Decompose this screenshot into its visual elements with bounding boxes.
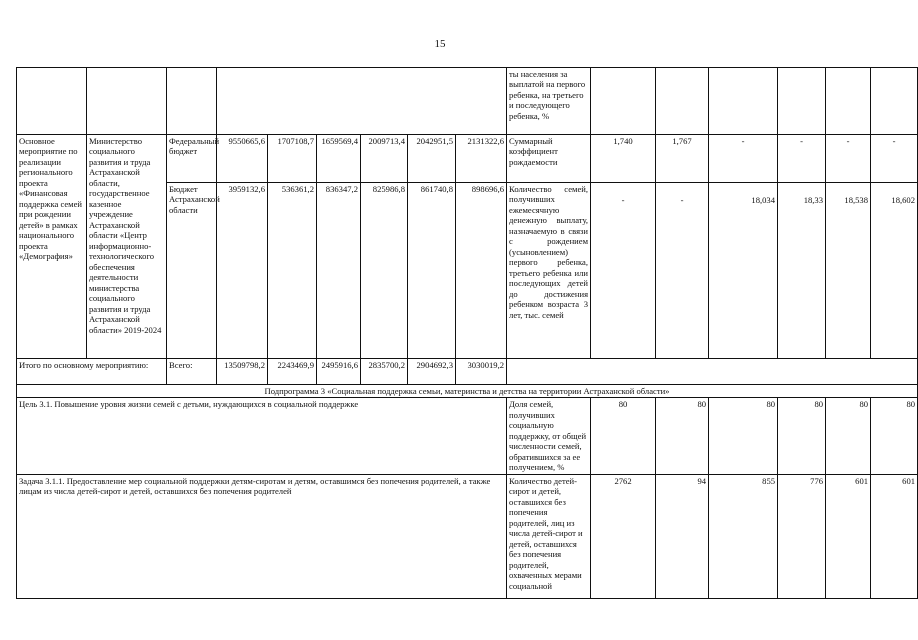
measure-executor: Министерство социального развития и труда Астраханской области, государственное казенное учреждение Астраханской области «Центр информационно-технологического обеспечения деятельности министерства социального развития и труда Астраханской области» 2019-2024: [87, 135, 167, 359]
task-text: Задача 3.1.1. Предоставление мер социальной поддержки детям-сиротам и детям, оставшимся без попечения родителей, а также лицам из числа детей-сирот и детей, оставшихся без попечения родителей: [17, 474, 507, 598]
total-label: Итого по основному мероприятию:: [17, 359, 167, 385]
amount-cell: 825986,8: [361, 183, 408, 359]
target-cell: 18,538: [826, 183, 871, 359]
amount-cell: 2042951,5: [408, 135, 456, 183]
amount-cell: 2243469,9: [268, 359, 317, 385]
indicator-cell: Доля семей, получивших социальную поддержку, от общей численности семей, обратившихся за ее получением, %: [507, 398, 591, 474]
indicator-cell: Количество детей-сирот и детей, оставшихся без попечения родителей, лиц из числа детей-сирот и детей, оставшихся без попечения родителей, охваченных мерами социальной: [507, 474, 591, 598]
amount-cell: 1707108,7: [268, 135, 317, 183]
empty-cell: [17, 68, 87, 135]
target-cell: 1,767: [656, 135, 709, 183]
amount-cell: 861740,8: [408, 183, 456, 359]
target-cell: 855: [709, 474, 778, 598]
target-cell: [871, 68, 918, 135]
target-cell: 18,034: [709, 183, 778, 359]
table-row-goal: [17, 398, 918, 474]
target-cell: -: [709, 135, 778, 183]
target-cell: -: [778, 135, 826, 183]
table-row-continuation: [17, 68, 918, 135]
amount-cell: 9550665,6: [217, 135, 268, 183]
table-row-federal: [17, 135, 918, 183]
amount-cell: 1659569,4: [317, 135, 361, 183]
target-cell: 80: [656, 398, 709, 474]
target-cell: 80: [871, 398, 918, 474]
target-cell: 18,33: [778, 183, 826, 359]
page-number: 15: [434, 38, 446, 50]
target-cell: 18,602: [871, 183, 918, 359]
target-cell: -: [591, 183, 656, 359]
amount-cell: 536361,2: [268, 183, 317, 359]
table-row-subprogram: [17, 385, 918, 398]
empty-cell: [87, 68, 167, 135]
empty-cell: [217, 68, 507, 135]
amount-cell: 898696,6: [456, 183, 507, 359]
target-cell: [709, 68, 778, 135]
total-source: Всего:: [167, 359, 217, 385]
measures-table: [16, 67, 918, 599]
target-cell: 80: [778, 398, 826, 474]
target-cell: [778, 68, 826, 135]
target-cell: 776: [778, 474, 826, 598]
amount-cell: 836347,2: [317, 183, 361, 359]
target-cell: 80: [709, 398, 778, 474]
target-cell: 94: [656, 474, 709, 598]
amount-cell: 13509798,2: [217, 359, 268, 385]
measure-name: Основное мероприятие по реализации регионального проекта «Финансовая поддержка семей при рождении детей» в рамках национального проекта «Демография»: [17, 135, 87, 359]
empty-cell: [167, 68, 217, 135]
target-cell: 1,740: [591, 135, 656, 183]
target-cell: 601: [826, 474, 871, 598]
target-cell: 80: [591, 398, 656, 474]
indicator-cell: Количество семей, получивших ежемесячную денежную выплату, назначаемую в связи с рождением (усыновлением) первого ребенка, третьего ребенка или последующих детей до достижения ребенком возраста 3 лет, тыс. семей: [507, 183, 591, 359]
funding-source: Федеральный бюджет: [167, 135, 217, 183]
target-cell: [826, 68, 871, 135]
target-cell: 601: [871, 474, 918, 598]
amount-cell: 3030019,2: [456, 359, 507, 385]
amount-cell: 3959132,6: [217, 183, 268, 359]
subprogram-title: Подпрограмма 3 «Социальная поддержка семьи, материнства и детства на территории Астраханской области»: [17, 385, 918, 398]
amount-cell: 2495916,6: [317, 359, 361, 385]
target-cell: [656, 68, 709, 135]
indicator-cell: Суммарный коэффициент рождаемости: [507, 135, 591, 183]
indicator-cell: ты населения за выплатой на первого ребенка, на третьего и последующего ребенка, %: [507, 68, 591, 135]
target-cell: 80: [826, 398, 871, 474]
amount-cell: 2009713,4: [361, 135, 408, 183]
empty-cell: [507, 359, 918, 385]
table-row-task: [17, 474, 918, 598]
target-cell: [591, 68, 656, 135]
amount-cell: 2904692,3: [408, 359, 456, 385]
target-cell: -: [871, 135, 918, 183]
goal-text: Цель 3.1. Повышение уровня жизни семей с детьми, нуждающихся в социальной поддержке: [17, 398, 507, 474]
amount-cell: 2835700,2: [361, 359, 408, 385]
funding-source: Бюджет Астраханской области: [167, 183, 217, 359]
amount-cell: 2131322,6: [456, 135, 507, 183]
target-cell: -: [656, 183, 709, 359]
target-cell: 2762: [591, 474, 656, 598]
table-row-total: [17, 359, 918, 385]
target-cell: -: [826, 135, 871, 183]
